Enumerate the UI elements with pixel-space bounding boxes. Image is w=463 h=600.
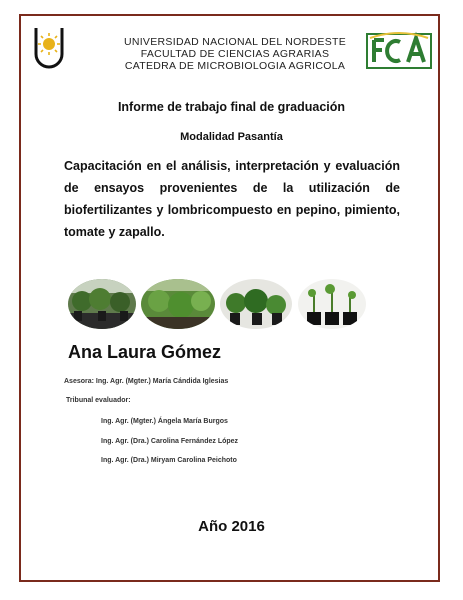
modality-subtitle: Modalidad Pasantía (180, 131, 283, 143)
greenhouse-photo-3 (220, 279, 292, 329)
fca-logo (366, 30, 432, 70)
greenhouse-photo-2 (141, 279, 215, 329)
tribunal-member: Ing. Agr. (Dra.) Miryam Carolina Peichoto (101, 457, 237, 464)
report-title: Informe de trabajo final de graduación (117, 100, 346, 114)
header-faculty: FACULTAD DE CIENCIAS AGRARIAS (140, 48, 330, 60)
thesis-title: Capacitación en el análisis, interpretación y evaluación de ensayos provenientes de la utilización de biofertilizantes y lombricompuesto en pepino, pimiento, tomate y zapallo. (64, 159, 400, 239)
seedling-pots-photo (298, 279, 366, 329)
university-sun-logo (32, 26, 66, 72)
advisor-line: Asesora: Ing. Agr. (Mgter.) María Cándida Iglesias (64, 378, 229, 385)
header-chair: CATEDRA DE MICROBIOLOGIA AGRICOLA (124, 60, 346, 72)
institution-header (100, 36, 370, 72)
header-university: UNIVERSIDAD NACIONAL DEL NORDESTE (123, 36, 347, 48)
tribunal-member: Ing. Agr. (Mgter.) Ángela María Burgos (101, 418, 228, 425)
tribunal-member: Ing. Agr. (Dra.) Carolina Fernández López (101, 438, 239, 445)
greenhouse-photo-1 (68, 279, 136, 329)
plant-photo-strip (0, 279, 463, 329)
year-label: Año 2016 (198, 518, 265, 535)
author-name: Ana Laura Gómez (68, 342, 222, 362)
tribunal-label: Tribunal evaluador: (66, 397, 131, 404)
